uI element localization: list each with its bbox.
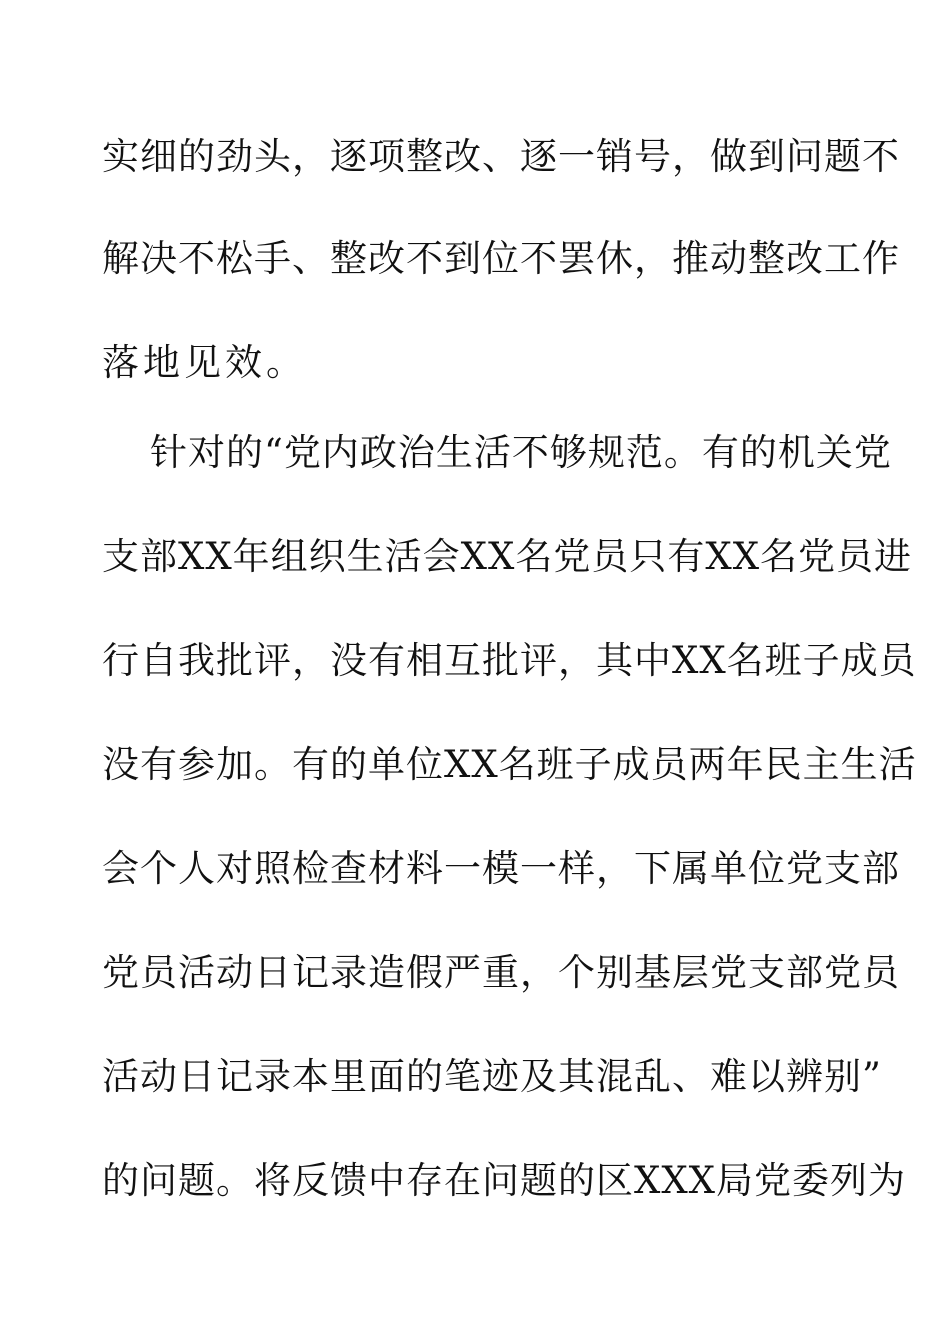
text-line-11: 的问题。将反馈中存在问题的区XXX局党委列为 bbox=[102, 1159, 907, 1202]
text-line-10: 活动日记录本里面的笔迹及其混乱、难以辨别” bbox=[102, 1055, 882, 1098]
text-line-9: 党员活动日记录造假严重，个别基层党支部党员 bbox=[102, 951, 900, 994]
text-line-5: 支部XX年组织生活会XX名党员只有XX名党员进 bbox=[102, 535, 913, 578]
text-line-1: 实细的劲头，逐项整改、逐一销号，做到问题不 bbox=[102, 135, 900, 178]
text-line-6: 行自我批评，没有相互批评，其中XX名班子成员 bbox=[102, 639, 917, 682]
text-line-8: 会个人对照检查材料一模一样，下属单位党支部 bbox=[102, 847, 900, 890]
text-line-3: 落地见效。 bbox=[102, 341, 307, 384]
text-line-2: 解决不松手、整改不到位不罢休，推动整改工作 bbox=[102, 237, 900, 280]
text-line-4: 针对的“党内政治生活不够规范。有的机关党 bbox=[150, 431, 892, 474]
text-line-7: 没有参加。有的单位XX名班子成员两年民主生活 bbox=[102, 743, 917, 786]
